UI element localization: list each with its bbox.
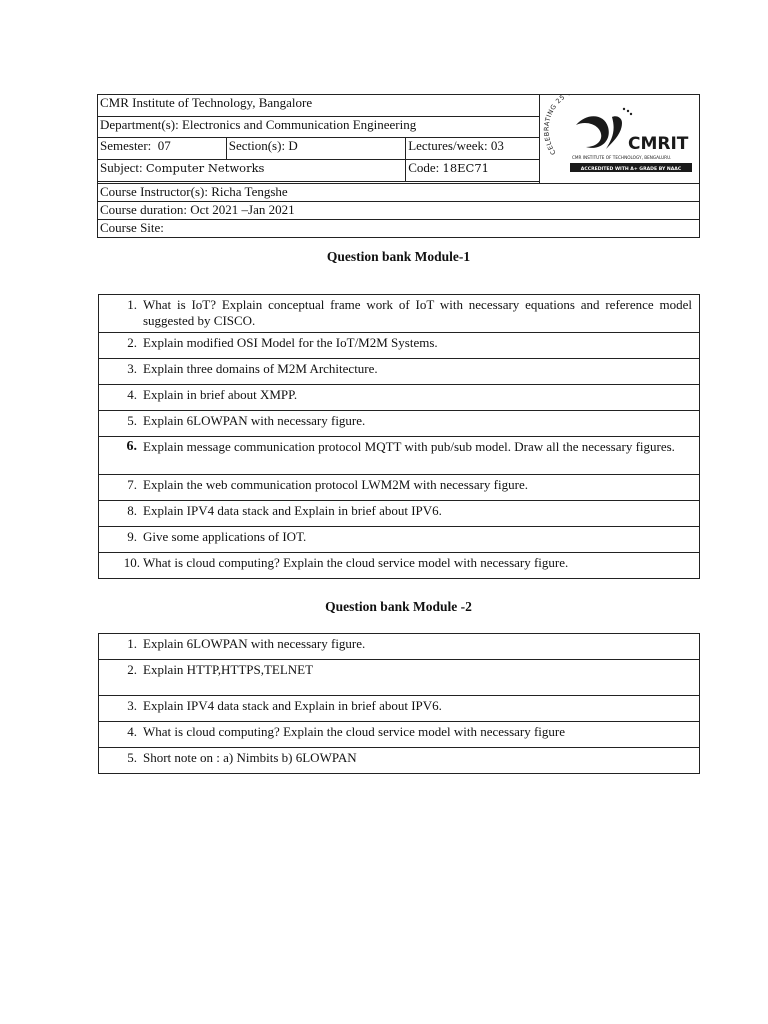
lectures-value: 03 — [490, 138, 504, 154]
question-number: 2. — [99, 660, 144, 696]
section-cell — [226, 138, 405, 160]
department-value: Electronics and Communication Engineering — [181, 116, 417, 132]
question-text: Explain three domains of M2M Architecture. — [143, 359, 700, 385]
logo-arc-text: CELEBRATING 25 — [542, 95, 567, 157]
module2-question-table — [98, 633, 700, 774]
question-row — [99, 295, 700, 333]
question-text: Explain in brief about XMPP. — [143, 385, 700, 411]
question-number: 1. — [99, 634, 144, 660]
duration-label: Course duration: — [100, 202, 188, 217]
course-info-table — [97, 94, 700, 238]
question-text: Explain 6LOWPAN with necessary figure. — [143, 634, 700, 660]
site-label: Course Site: — [100, 220, 164, 235]
module1-title: Question bank Module-1 — [326, 249, 471, 264]
question-text: Explain modified OSI Model for the IoT/M2M Systems. — [143, 333, 700, 359]
question-row — [99, 722, 700, 748]
question-text: Explain 6LOWPAN with necessary figure. — [143, 411, 700, 437]
code-label: Code: — [408, 160, 440, 176]
duration-row — [98, 202, 700, 220]
question-number: 3. — [99, 696, 144, 722]
logo-banner: ACCREDITED WITH A+ GRADE BY NAAC — [580, 167, 681, 172]
module2-title: Question bank Module -2 — [325, 599, 472, 614]
code-cell — [406, 160, 540, 182]
question-row — [99, 333, 700, 359]
question-text: Explain HTTP,HTTPS,TELNET — [143, 660, 700, 696]
semester-label: Semester: — [100, 138, 152, 154]
question-text: Explain the web communication protocol LWM2M with necessary figure. — [143, 475, 700, 501]
question-row — [99, 553, 700, 579]
logo-name: CMRIT — [627, 134, 688, 154]
question-number: 8. — [99, 501, 144, 527]
subject-cell — [98, 160, 406, 182]
cmrit-logo — [540, 95, 700, 184]
question-number: 3. — [99, 359, 144, 385]
lectures-label: Lectures/week: — [408, 138, 488, 154]
question-number: 9. — [99, 527, 144, 553]
question-text: Give some applications of IOT. — [143, 527, 700, 553]
question-text: Explain IPV4 data stack and Explain in brief about IPV6. — [143, 501, 700, 527]
question-number: 1. — [99, 295, 144, 333]
question-text: What is cloud computing? Explain the cloud service model with necessary figure. — [143, 553, 700, 579]
section-label: Section(s): — [228, 138, 286, 154]
subject-value: Computer Networks — [145, 161, 265, 176]
semester-cell — [98, 138, 227, 160]
question-number: 2. — [99, 333, 144, 359]
question-row — [99, 696, 700, 722]
section-value: D — [288, 138, 298, 154]
question-text: Short note on : a) Nimbits b) 6LOWPAN — [143, 748, 700, 774]
question-text: What is cloud computing? Explain the cloud service model with necessary figure — [143, 722, 700, 748]
question-row — [99, 634, 700, 660]
question-text: What is IoT? Explain conceptual frame work of IoT with necessary equations and reference model suggested by CISCO. — [143, 295, 700, 333]
duration-value: Oct 2021 –Jan 2021 — [190, 202, 295, 217]
question-number: 5. — [99, 411, 144, 437]
lectures-cell — [406, 138, 540, 160]
department-label: Department(s): — [100, 116, 179, 132]
question-number: 6. — [99, 437, 144, 475]
question-row — [99, 411, 700, 437]
question-row — [99, 527, 700, 553]
instructor-value: Richa Tengshe — [211, 184, 288, 199]
question-number: 7. — [99, 475, 144, 501]
question-text: Explain IPV4 data stack and Explain in brief about IPV6. — [143, 696, 700, 722]
instructor-row — [98, 184, 700, 202]
module1-question-table — [98, 294, 700, 579]
semester-value: 07 — [157, 138, 171, 154]
question-text: Explain message communication protocol MQTT with pub/sub model. Draw all the necessary figures. — [143, 437, 700, 475]
question-row — [99, 501, 700, 527]
question-row — [99, 475, 700, 501]
site-row — [98, 220, 700, 238]
question-number: 4. — [99, 722, 144, 748]
question-row — [99, 385, 700, 411]
question-number: 10. — [99, 553, 144, 579]
question-number: 5. — [99, 748, 144, 774]
question-row — [99, 437, 700, 475]
instructor-label: Course Instructor(s): — [100, 184, 208, 199]
logo-subtitle: CMR INSTITUTE OF TECHNOLOGY, BENGALURU. — [571, 155, 671, 160]
department-row — [98, 116, 540, 138]
subject-label: Subject: — [100, 160, 143, 176]
question-row — [99, 748, 700, 774]
svg-text:CELEBRATING 25 YEARS — [542, 95, 590, 156]
question-row — [99, 660, 700, 696]
code-value: 18EC71 — [442, 161, 489, 176]
question-row — [99, 359, 700, 385]
cmrit-logo-icon — [542, 95, 698, 179]
institute-name: CMR Institute of Technology, Bangalore — [98, 95, 540, 117]
question-number: 4. — [99, 385, 144, 411]
